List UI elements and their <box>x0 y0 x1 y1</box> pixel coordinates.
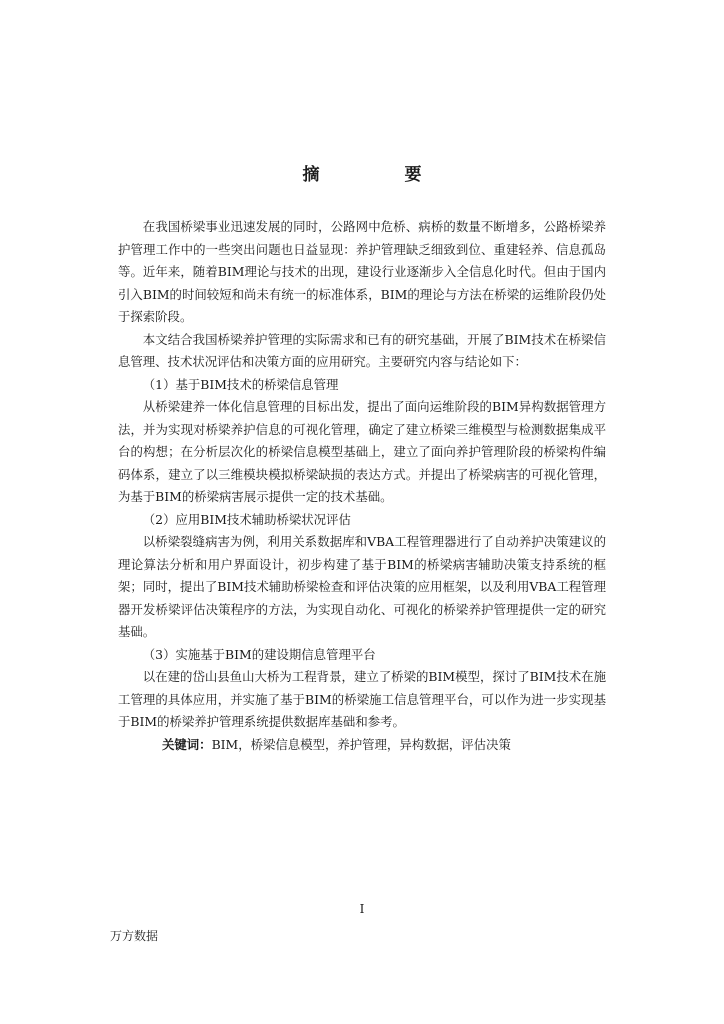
section-paragraph: 从桥梁建养一体化信息管理的目标出发，提出了面向运维阶段的BIM异构数据管理方法，并为实现对桥梁养护信息的可视化管理，确定了建立桥梁三维模型与检测数据集成平台的构想；在分析层次化的桥梁信息模型基础上，建立了面向养护管理阶段的桥梁构件编码体系，建立了以三维模块模拟桥梁缺损的表达方式。并提出了桥梁病害的可视化管理，为基于BIM的桥梁病害展示提供一定的技术基础。 <box>118 399 606 504</box>
section-heading: （3）实施基于BIM的建设期信息管理平台 <box>142 646 376 662</box>
paragraph: 本文结合我国桥梁养护管理的实际需求和已有的研究基础，开展了BIM技术在桥梁信息管理、技术状况评估和决策方面的应用研究。主要研究内容与结论如下： <box>118 331 606 369</box>
page-number: I <box>359 902 365 916</box>
section-heading: （1）基于BIM技术的桥梁信息管理 <box>142 376 339 392</box>
section-paragraph: 以桥梁裂缝病害为例，利用关系数据库和VBA工程管理器进行了自动养护决策建议的理论算法分析和用户界面设计，初步构建了基于BIM的桥梁病害辅助决策支持系统的框架；同时，提出了BIM技术辅助桥梁检查和评估决策的应用框架，以及利用VBA工程管理器开发桥梁评估决策程序的方法，为实现自动化、可视化的桥梁养护管理提供一定的研究基础。 <box>118 534 606 639</box>
section-paragraph: 以在建的岱山县鱼山大桥为工程背景，建立了桥梁的BIM模型，探讨了BIM技术在施工管理的具体应用，并实施了基于BIM的桥梁施工信息管理平台，可以作为进一步实现基于BIM的桥梁养护管理系统提供数据库基础和参考。 <box>118 669 606 729</box>
source-watermark: 万方数据 <box>110 929 159 943</box>
paragraph: 在我国桥梁事业迅速发展的同时，公路网中危桥、病桥的数量不断增多，公路桥梁养护管理工作中的一些突出问题也日益显现：养护管理缺乏细致到位、重建轻养、信息孤岛等。近年来，随着BIM理论与技术的出现，建设行业逐渐步入全信息化时代。但由于国内引入BIM的时间较短和尚未有统一的标准体系，BIM的理论与方法在桥梁的运维阶段仍处于探索阶段。 <box>118 219 606 324</box>
abstract-body <box>118 216 606 734</box>
keywords-text: BIM，桥梁信息模型，养护管理，异构数据，评估决策 <box>211 737 511 752</box>
keywords-label: 关键词： <box>162 737 212 752</box>
section-heading: （2）应用BIM技术辅助桥梁状况评估 <box>142 511 351 527</box>
page-title: 摘 要 <box>302 165 456 185</box>
keywords-line <box>162 735 511 755</box>
